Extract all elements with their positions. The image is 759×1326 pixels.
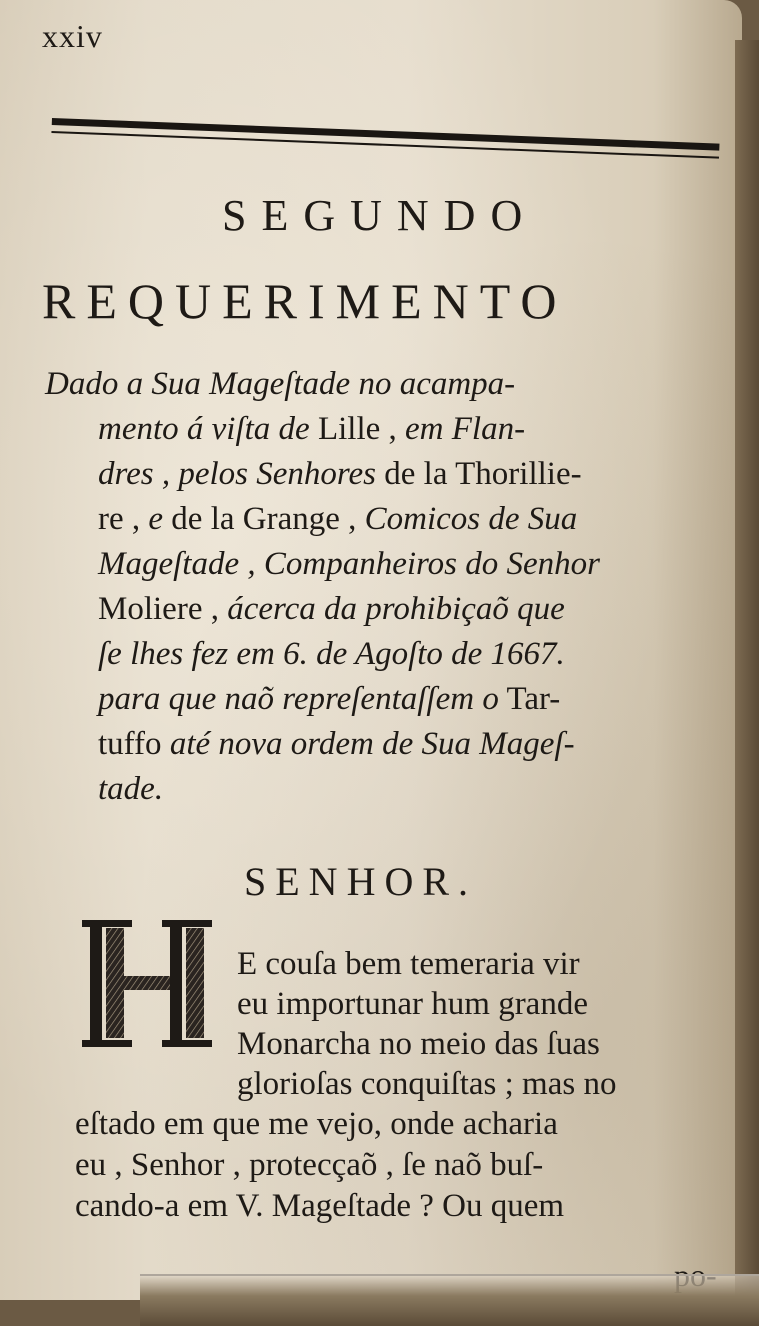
subtitle-text: Dado a Sua Mageſtade no acampa- — [45, 366, 516, 402]
body-line: eſtado em que me vejo, onde acharia — [75, 1106, 558, 1142]
dropcap-ornament — [82, 918, 212, 1048]
subtitle-line — [45, 632, 735, 677]
subtitle-text: Moliere , — [98, 591, 228, 627]
subtitle-text: Tar- — [498, 681, 561, 717]
subtitle-line — [45, 767, 735, 812]
subtitle-line — [45, 452, 735, 497]
subtitle-text: mento á viſta de — [98, 411, 310, 447]
subtitle-text: de la Grange , — [163, 501, 365, 537]
subtitle-text: até nova ordem de Sua Mageſ- — [169, 726, 575, 762]
title-line-1: SEGUNDO — [222, 191, 538, 240]
body-line: glorioſas conquiſtas ; mas no — [237, 1066, 617, 1102]
body-line: eu , Senhor , protecçaõ , ſe naõ buſ- — [75, 1147, 544, 1183]
subtitle-text: Mageſtade , Companheiros do Senhor — [98, 546, 600, 582]
subtitle-line — [45, 722, 735, 767]
page-holder-strip — [140, 1274, 759, 1326]
subtitle-text: ácerca da prohibiçaõ que — [227, 591, 565, 627]
subtitle-block — [45, 362, 735, 812]
body-indented — [237, 944, 737, 1104]
subtitle-text: Comicos de Sua — [364, 501, 578, 537]
subtitle-line — [45, 407, 735, 452]
subtitle-text: tuffo — [98, 726, 170, 762]
subtitle-text: ſe lhes fez em 6. de Agoſto de 1667. — [98, 636, 565, 672]
page-number: xxiv — [42, 18, 103, 54]
subtitle-text: em Flan- — [405, 411, 526, 447]
subtitle-text: tade. — [98, 771, 164, 807]
body-line: E couſa bem temeraria vir — [237, 946, 580, 982]
book-edge — [735, 40, 759, 1324]
body-line: Monarcha no meio das ſuas — [237, 1026, 600, 1062]
salutation: SENHOR. — [244, 859, 478, 904]
subtitle-text: re , — [98, 501, 149, 537]
subtitle-line — [45, 362, 735, 407]
subtitle-line — [45, 497, 735, 542]
header-rule — [51, 118, 720, 174]
title-line-2: REQUERIMENTO — [42, 273, 568, 329]
subtitle-text: para que naõ repreſentaſſem o — [98, 681, 499, 717]
subtitle-text: Lille , — [309, 411, 406, 447]
body-full — [75, 1104, 735, 1227]
subtitle-text: e — [148, 501, 164, 537]
body-line: eu importunar hum grande — [237, 986, 588, 1022]
subtitle-line — [45, 587, 735, 632]
subtitle-line — [45, 542, 735, 587]
subtitle-line — [45, 677, 735, 722]
subtitle-text: de la Thorillie- — [376, 456, 582, 492]
body-line: cando-a em V. Mageſtade ? Ou quem — [75, 1188, 565, 1224]
subtitle-text: dres , pelos Senhores — [98, 456, 377, 492]
